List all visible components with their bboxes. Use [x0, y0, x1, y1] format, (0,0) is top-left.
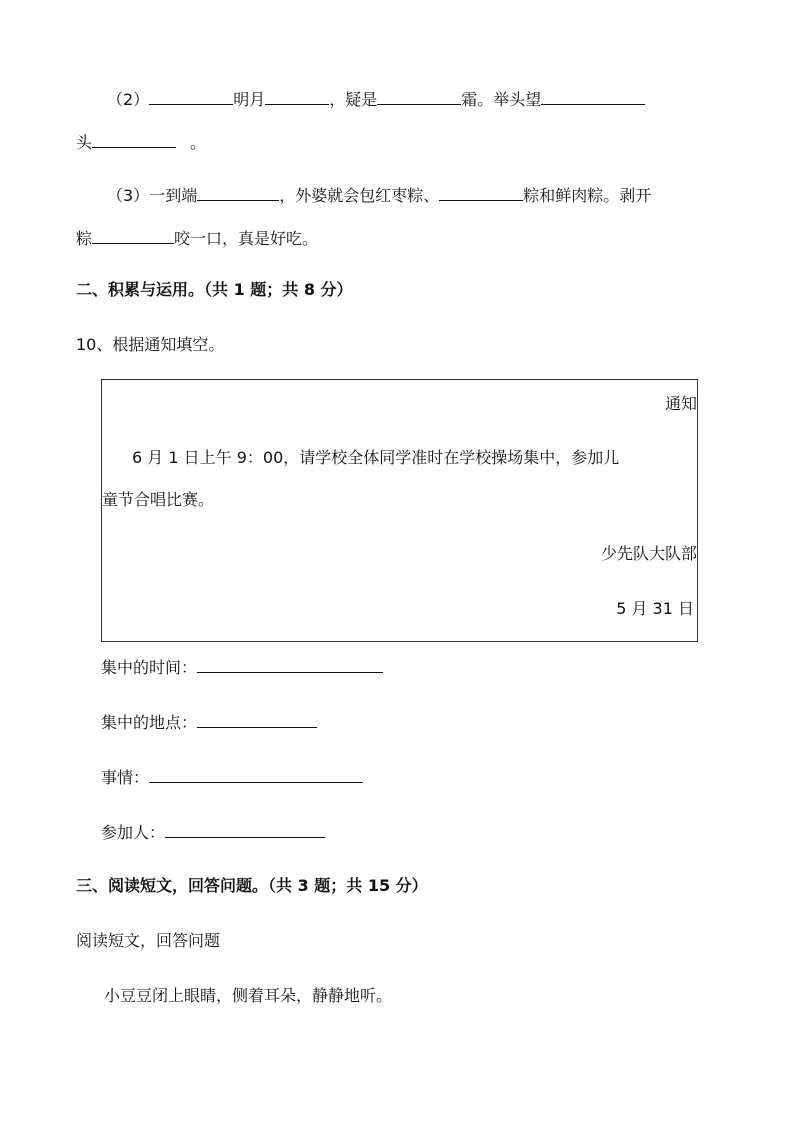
field-place — [101, 711, 317, 731]
text-segment: 。 — [190, 133, 207, 152]
passage-line-1: 小豆豆闭上眼睛，侧着耳朵，静静地听。 — [104, 986, 393, 1005]
fill-line-2 — [107, 88, 645, 108]
item-number: （2） — [107, 90, 150, 109]
text-segment: 粽 — [76, 229, 93, 248]
text-segment: 头 — [76, 133, 93, 152]
text-segment: 明月 — [233, 90, 266, 109]
answer-blank[interactable] — [92, 227, 174, 244]
field-people — [101, 821, 325, 841]
text-segment: ，外婆就会包红枣粽、 — [279, 186, 440, 205]
reading-instruction: 阅读短文，回答问题 — [76, 931, 221, 950]
notice-date: 5 月 31 日 — [616, 599, 694, 618]
text-segment: 咬一口，真是好吃。 — [174, 229, 319, 248]
answer-blank[interactable] — [165, 821, 325, 838]
answer-blank[interactable] — [92, 131, 176, 148]
fill-line-2-continued — [76, 131, 206, 151]
text-segment: ，疑是 — [329, 90, 378, 109]
answer-blank[interactable] — [149, 88, 233, 105]
answer-blank[interactable] — [149, 766, 363, 783]
answer-blank[interactable] — [197, 656, 383, 673]
fill-line-3-continued — [76, 227, 318, 247]
section-heading-3: 三、阅读短文，回答问题。（共 3 题；共 15 分） — [76, 876, 428, 895]
field-label: 事情： — [101, 768, 150, 787]
field-label: 集中的地点： — [101, 713, 198, 732]
field-event — [101, 766, 363, 786]
question-10: 10、根据通知填空。 — [76, 335, 225, 354]
fill-line-3 — [107, 184, 651, 204]
notice-title: 通知 — [664, 394, 697, 413]
field-time — [101, 656, 383, 676]
answer-blank[interactable] — [377, 88, 461, 105]
field-label: 集中的时间： — [101, 658, 198, 677]
item-number: （3） — [107, 186, 150, 205]
text-segment: 粽和鲜肉粽。剥开 — [523, 186, 652, 205]
notice-body-line-2: 童节合唱比赛。 — [102, 490, 215, 509]
field-label: 参加人： — [101, 823, 166, 842]
text-segment: 霜。举头望 — [461, 90, 542, 109]
notice-body-line-1: 6 月 1 日上午 9：00，请学校全体同学准时在学校操场集中，参加儿 — [132, 448, 620, 467]
text-segment: 一到端 — [149, 186, 198, 205]
answer-blank[interactable] — [541, 88, 645, 105]
answer-blank[interactable] — [265, 88, 329, 105]
answer-blank[interactable] — [439, 184, 523, 201]
notice-box — [101, 379, 698, 642]
section-heading-2: 二、积累与运用。（共 1 题；共 8 分） — [76, 280, 353, 299]
answer-blank[interactable] — [197, 184, 279, 201]
notice-signer: 少先队大队部 — [600, 544, 697, 563]
answer-blank[interactable] — [197, 711, 317, 728]
